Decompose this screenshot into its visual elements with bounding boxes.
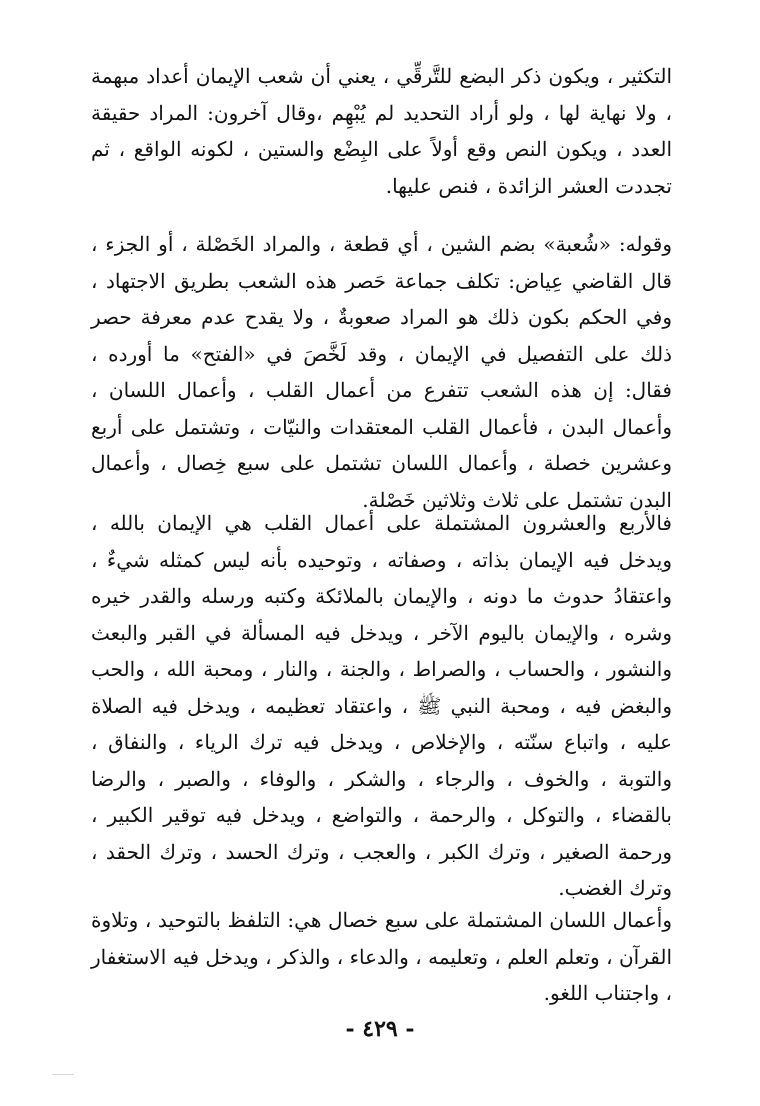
scan-mark [52, 1074, 74, 1075]
page-number: - ٤٢٩ - [345, 1016, 415, 1042]
paragraph-1: التكثير ، ويكون ذكر البضع للتَّرقِّي ، يعني أن شعب الإيمان أعداد مبهمة ، ولا نهاية لها ، ولو أراد التحديد لم يُبْهِم ،وقال آخرون: المراد حقيقة العدد ، ويكون النص وقع أولاً على البِضْع والستين ، لكونه الواقع ، ثم تجددت العشر الزائدة ، فنص عليها. [91, 64, 672, 198]
paragraph-2: وقوله: «شُعبة» بضم الشين ، أي قطعة ، والمراد الخَصْلة ، أو الجزء ، قال القاضي عِياض: تكلف جماعة حَصر هذه الشعب بطريق الاجتهاد ، وفي الحكم بكون ذلك هو المراد صعوبةٌ ، ولا يقدح عدم معرفة حصر ذلك على التفصيل في الإيمان ، وقد لَخَّصَ في «الفتح» ما أورده ، فقال: إن هذه الشعب تتفرع من أعمال القلب ، وأعمال اللسان ، وأعمال البدن ، فأعمال القلب المعتقدات والنيّات ، وتشتمل على أربع وعشرين خصلة ، وأعمال اللسان تشتمل على سبع خِصال ، وأعمال البدن تشتمل على ثلاث وثلاثين خَصْلة. [91, 232, 672, 512]
paragraph-4: وأعمال اللسان المشتملة على سبع خصال هي: التلفظ بالتوحيد ، وتلاوة القرآن ، وتعلم العلم ، وتعليمه ، والدعاء ، والذكر ، ويدخل فيه الاستغفار ، واجتناب اللغو. [91, 908, 672, 1005]
paragraph-3: فالأربع والعشرون المشتملة على أعمال القلب هي الإيمان بالله ، ويدخل فيه الإيمان بذاته ، وصفاته ، وتوحيده بأنه ليس كمثله شيءٌ ، واعتقادُ حدوث ما دونه ، والإيمان بالملائكة وكتبه ورسله والقدر خيره وشره ، والإيمان باليوم الآخر ، ويدخل فيه المسألة في القبر والبعث والنشور ، والحساب ، والصراط ، والجنة ، والنار ، ومحبة الله ، والحب والبغض فيه ، ومحبة النبي ﷺ ، واعتقاد تعظيمه ، ويدخل فيه الصلاة عليه ، واتباع سنّته ، والإخلاص ، ويدخل فيه ترك الرياء ، والنفاق ، والتوبة ، والخوف ، والرجاء ، والشكر ، والوفاء ، والصبر ، والرضا بالقضاء ، والتوكل ، والرحمة ، والتواضع ، ويدخل فيه توقير الكبير ، ورحمة الصغير ، وترك الكبر ، والعجب ، وترك الحسد ، وترك الحقد ، وترك الغضب. [91, 511, 672, 900]
